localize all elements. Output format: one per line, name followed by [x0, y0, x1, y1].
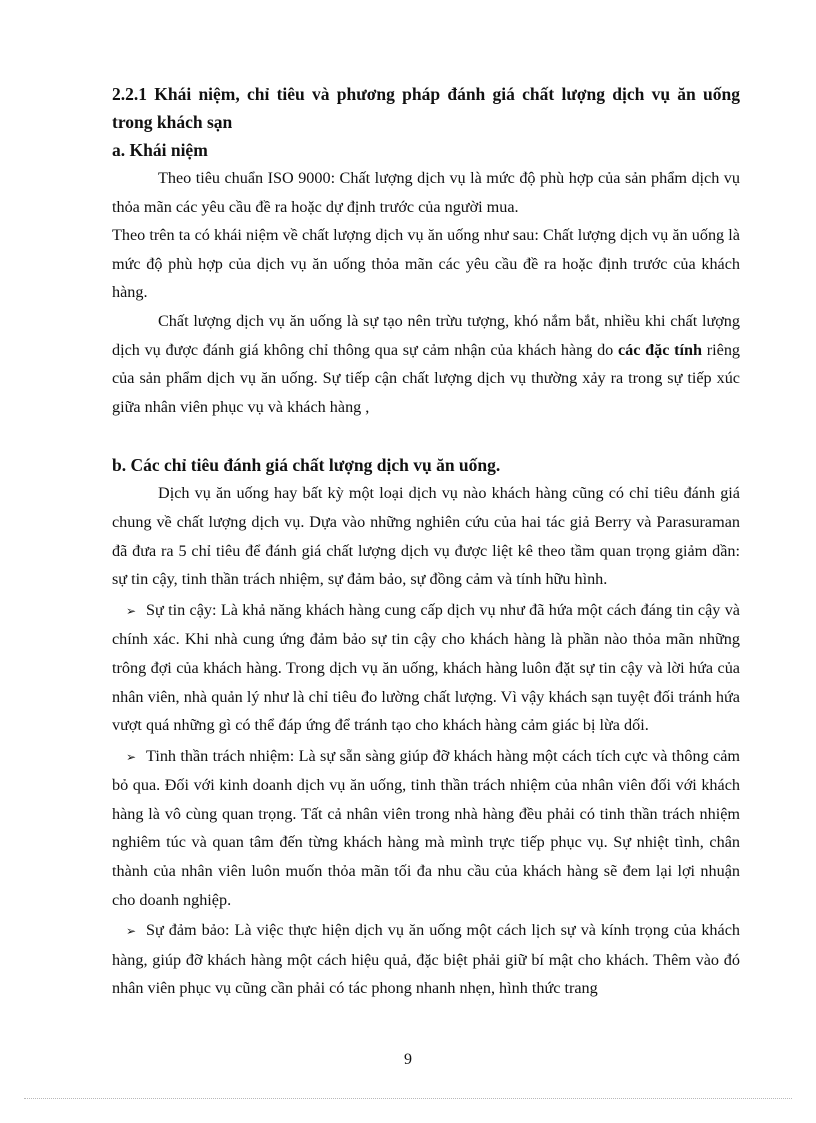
- bullet-item-assurance: ➢ Sự đảm bảo: Là việc thực hiện dịch vụ ăn uống một cách lịch sự và kính trọng của khách hàng, giúp đỡ khách hàng một cách hiệu quả, đặc biệt phải giữ bí mật cho khách. Thêm vào đó nhân viên phục vụ cũng cần phải có tác phong nhanh nhẹn, hình thức trang: [112, 921, 740, 998]
- paragraph-food-service-definition: Theo trên ta có khái niệm về chất lượng dịch vụ ăn uống như sau: Chất lượng dịch vụ ăn uống là mức độ phù hợp của dịch vụ ăn uống thỏa mãn các yêu cầu đề ra hoặc định trước của khách hàng.: [112, 226, 740, 302]
- bullet-item-responsibility: ➢ Tinh thần trách nhiệm: Là sự sẵn sàng giúp đỡ khách hàng một cách tích cực và thông cảm bỏ qua. Đối với kinh doanh dịch vụ ăn uống, tinh thần trách nhiệm của nhân viên đối với khách hàng là vô cùng quan trọng. Tất cả nhân viên trong nhà hàng đều phải có tinh thần trách nhiệm nghiêm túc và quan tâm đến từng khách hàng mà mình trực tiếp phục vụ. Sự nhiệt tình, chân thành của nhân viên luôn muốn thỏa mãn tối đa nhu cầu của khách hàng sẽ đem lại lợi nhuận cho doanh nghiệp.: [112, 746, 740, 909]
- paragraph-service-quality-nature: [112, 307, 740, 421]
- paragraph-text-part: riêng của sản phẩm dịch vụ ăn uống. Sự tiếp cận chất lượng dịch vụ thường xảy ra trong sự tiếp xúc giữa nhân viên phục vụ và khách hàng ,: [112, 340, 741, 416]
- spacer: [112, 421, 740, 451]
- paragraph-iso-definition: Theo tiêu chuẩn ISO 9000: Chất lượng dịch vụ là mức độ phù hợp của sản phẩm dịch vụ thỏa mãn các yêu cầu đề ra hoặc dự định trước của người mua.: [112, 169, 740, 216]
- page-number: 9: [404, 1051, 412, 1068]
- page-content: [112, 78, 740, 1003]
- bullet-text: Sự tin cậy: Là khả năng khách hàng cung cấp dịch vụ như đã hứa một cách đáng tin cậy và chính xác. Khi nhà cung ứng đảm bảo sự tin cậy cho khách hàng là phần nào thỏa mãn những trông đợi của khách hàng. Trong dịch vụ ăn uống, khách hàng luôn đặt sự tin cậy và lời hứa của nhân viên, nhà quản lý như là chỉ tiêu đo lường chất lượng. Vì vậy khách sạn tuyệt đối tránh hứa vượt quá những gì có thể đáp ứng để tránh tạo cho khách hàng cảm giác bị lừa dối.: [112, 600, 740, 735]
- page-bottom-divider: [24, 1098, 792, 1099]
- paragraph-criteria-intro: Dịch vụ ăn uống hay bất kỳ một loại dịch vụ nào khách hàng cũng có chỉ tiêu đánh giá chung về chất lượng dịch vụ. Dựa vào những nghiên cứu của hai tác giả Berry và Parasuraman đã đưa ra 5 chỉ tiêu để đánh giá chất lượng dịch vụ được liệt kê theo tầm quan trọng giảm dần: sự tin cậy, tinh thần trách nhiệm, sự đảm bảo, sự đồng cảm và tính hữu hình.: [112, 484, 740, 589]
- paragraph-bold-term: các đặc tính: [617, 340, 703, 359]
- section-heading: 2.2.1 Khái niệm, chỉ tiêu và phương pháp đánh giá chất lượng dịch vụ ăn uống trong khách sạn: [112, 84, 740, 132]
- paragraph-text-part: Chất lượng dịch vụ ăn uống là sự tạo nên trừu tượng, khó nắm bắt, nhiều khi chất lượng dịch vụ được đánh giá không chỉ thông qua sự cảm nhận của khách hàng do: [112, 311, 740, 359]
- bullet-text: Sự đảm bảo: Là việc thực hiện dịch vụ ăn uống một cách lịch sự và kính trọng của khách hàng, giúp đỡ khách hàng một cách hiệu quả, đặc biệt phải giữ bí mật cho khách. Thêm vào đó nhân viên phục vụ cũng cần phải có tác phong nhanh nhẹn, hình thức trang: [112, 921, 740, 998]
- subsection-b-title: b. Các chỉ tiêu đánh giá chất lượng dịch vụ ăn uống.: [112, 455, 501, 476]
- bullet-item-reliability: ➢ Sự tin cậy: Là khả năng khách hàng cung cấp dịch vụ như đã hứa một cách đáng tin cậy và chính xác. Khi nhà cung ứng đảm bảo sự tin cậy cho khách hàng là phần nào thỏa mãn những trông đợi của khách hàng. Trong dịch vụ ăn uống, khách hàng luôn đặt sự tin cậy và lời hứa của nhân viên, nhà quản lý như là chỉ tiêu đo lường chất lượng. Vì vậy khách sạn tuyệt đối tránh hứa vượt quá những gì có thể đáp ứng để tránh tạo cho khách hàng cảm giác bị lừa dối.: [112, 600, 740, 735]
- bullet-text: Tinh thần trách nhiệm: Là sự sẵn sàng giúp đỡ khách hàng một cách tích cực và thông cảm bỏ qua. Đối với kinh doanh dịch vụ ăn uống, tinh thần trách nhiệm của nhân viên đối với khách hàng là vô cùng quan trọng. Tất cả nhân viên trong nhà hàng đều phải có tinh thần trách nhiệm nghiêm túc và quan tâm đến từng khách hàng mà mình trực tiếp phục vụ. Sự nhiệt tình, chân thành của nhân viên luôn muốn thỏa mãn tối đa nhu cầu của khách hàng sẽ đem lại lợi nhuận cho doanh nghiệp.: [112, 746, 740, 909]
- subsection-a-title: a. Khái niệm: [112, 140, 208, 160]
